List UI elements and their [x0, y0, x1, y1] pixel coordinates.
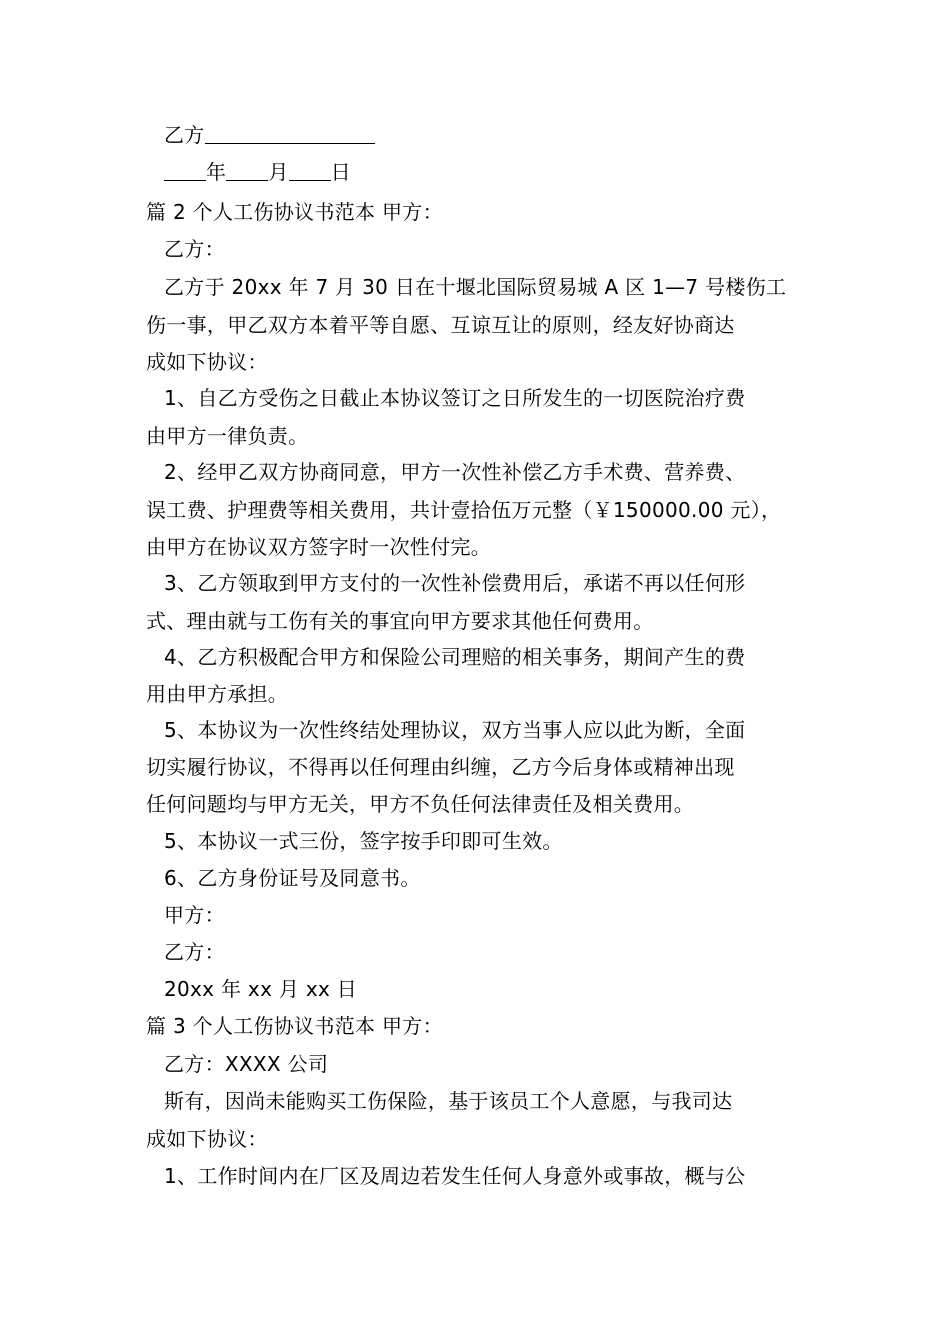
clause-2: 2、经甲乙双方协商同意，甲方一次性补偿乙方手术费、营养费、: [164, 460, 746, 484]
paragraph-line: 由甲方一律负责。: [146, 424, 309, 448]
month-blank: [226, 160, 268, 181]
clause-1: 1、自乙方受伤之日截止本协议签订之日所发生的一切医院治疗费: [164, 386, 746, 410]
year-label: 年: [206, 160, 227, 184]
day-label: 日: [330, 160, 351, 184]
day-blank: [289, 160, 331, 181]
paragraph-line: 乙方于 20xx 年 7 月 30 日在十堰北国际贸易城 A 区 1—7 号楼伤工: [164, 275, 787, 299]
clause-5: 5、本协议为一次性终结处理协议，双方当事人应以此为断，全面: [164, 718, 746, 742]
party-a-label: 甲方：: [164, 903, 225, 927]
date-text: 20xx 年 xx 月 xx 日: [164, 977, 358, 1001]
paragraph-line: 用由甲方承担。: [146, 682, 289, 706]
paragraph-line: 误工费、护理费等相关费用，共计壹拾伍万元整（￥150000.00 元），: [146, 498, 782, 522]
paragraph-line: 切实履行协议，不得再以任何理由纠缠，乙方今后身体或精神出现: [146, 755, 735, 779]
paragraph-line: 式、理由就与工伤有关的事宜向甲方要求其他任何费用。: [146, 609, 654, 633]
paragraph-line: 成如下协议：: [146, 1127, 268, 1151]
date-line: [164, 158, 844, 186]
paragraph-line: 伤一事，甲乙双方本着平等自愿、互谅互让的原则，经友好协商达: [146, 313, 735, 337]
section-2-party-b: 乙方：: [164, 237, 225, 261]
month-label: 月: [268, 160, 289, 184]
section-2-heading: 篇 2 个人工伤协议书范本 甲方：: [146, 200, 443, 224]
clause-6: 6、乙方身份证号及同意书。: [164, 866, 421, 890]
paragraph-line: 成如下协议：: [146, 350, 268, 374]
party-b-label: 乙方：: [164, 940, 225, 964]
section-3-heading: 篇 3 个人工伤协议书范本 甲方：: [146, 1014, 443, 1038]
party-b-signature-line: [164, 121, 844, 149]
clause-3: 3、乙方领取到甲方支付的一次性补偿费用后，承诺不再以任何形: [164, 571, 746, 595]
section-3-party-b: 乙方：XXXX 公司: [164, 1052, 329, 1076]
paragraph-line: 任何问题均与甲方无关，甲方不负任何法律责任及相关费用。: [146, 792, 695, 816]
clause-5b: 5、本协议一式三份，签字按手印即可生效。: [164, 829, 563, 853]
signature-blank: [205, 123, 375, 144]
clause-1-section-3: 1、工作时间内在厂区及周边若发生任何人身意外或事故，概与公: [164, 1164, 746, 1188]
paragraph-line: 由甲方在协议双方签字时一次性付完。: [146, 535, 492, 559]
year-blank: [164, 160, 206, 181]
paragraph-line: 斯有，因尚未能购买工伤保险，基于该员工个人意愿，与我司达: [164, 1089, 733, 1113]
clause-4: 4、乙方积极配合甲方和保险公司理赔的相关事务，期间产生的费: [164, 645, 746, 669]
party-b-label: 乙方: [164, 123, 205, 147]
